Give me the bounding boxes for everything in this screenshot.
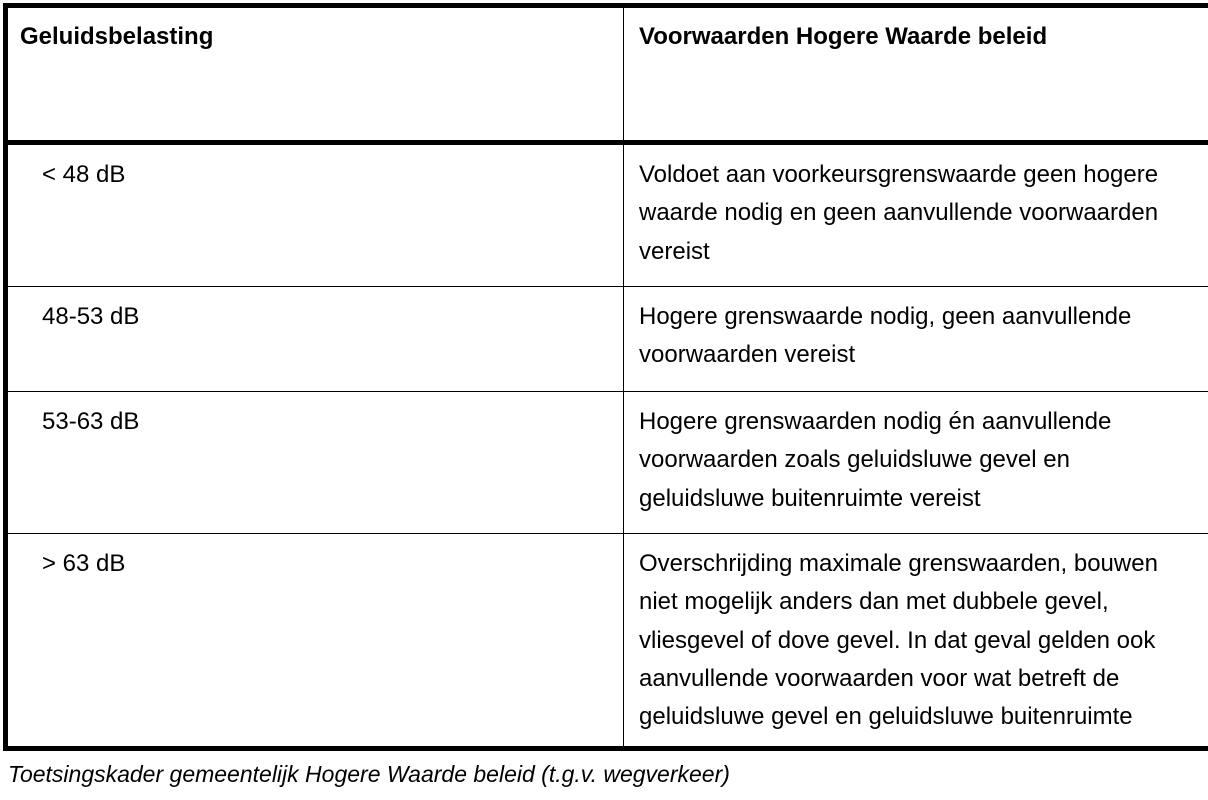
voorwaarden-line: niet mogelijk anders dan met dubbele gevel, [639, 588, 1109, 616]
table-row [8, 145, 1208, 286]
header-cell-geluidsbelasting [8, 8, 624, 140]
table-row [8, 287, 1208, 391]
header-label-geluidsbelasting: Geluidsbelasting [20, 23, 214, 50]
voorwaarden-text [639, 545, 1200, 736]
cell-voorwaarden [625, 145, 1208, 286]
voorwaarden-line: geluidsluwe buitenruimte vereist [639, 484, 981, 512]
table-caption: Toetsingskader gemeentelijk Hogere Waarde beleid (t.g.v. wegverkeer) [8, 761, 730, 787]
voorwaarden-text [639, 403, 1200, 518]
voorwaarden-line: vliesgevel of dove gevel. In dat geval gelden ook [639, 626, 1156, 654]
cell-geluidsbelasting [8, 145, 624, 286]
cell-voorwaarden [625, 392, 1208, 533]
voorwaarden-text [639, 156, 1200, 271]
voorwaarden-line: Voldoet aan voorkeursgrenswaarde geen hogere [639, 161, 1159, 188]
cell-geluidsbelasting [8, 392, 624, 533]
voorwaarden-line: Hogere grenswaarden nodig én aanvullende [639, 408, 1112, 435]
header-cell-voorwaarden [625, 8, 1208, 140]
cell-voorwaarden [625, 534, 1208, 751]
table-row [8, 392, 1208, 533]
geluidsbelasting-value: > 63 dB [42, 550, 126, 577]
voorwaarden-line: vereist [639, 237, 710, 265]
geluidsbelasting-value: 53-63 dB [42, 408, 140, 435]
table-row [8, 534, 1208, 751]
voorwaarden-line: waarde nodig en geen aanvullende voorwaarden [639, 199, 1159, 227]
cell-geluidsbelasting [8, 534, 624, 751]
voorwaarden-line: aanvullende voorwaarden voor wat betreft de [639, 664, 1120, 692]
table-header-row [8, 8, 1208, 140]
cell-geluidsbelasting [8, 287, 624, 391]
voorwaarden-line: Hogere grenswaarde nodig, geen aanvullende [639, 303, 1132, 330]
voorwaarden-line: geluidsluwe gevel en geluidsluwe buitenruimte [639, 703, 1133, 731]
voorwaarden-line: Overschrijding maximale grenswaarden, bouwen [639, 550, 1158, 577]
header-label-voorwaarden: Voorwaarden Hogere Waarde beleid [639, 23, 1048, 50]
voorwaarden-text [639, 298, 1200, 375]
voorwaarden-line: voorwaarden zoals geluidsluwe gevel en [639, 446, 1070, 474]
geluid-table [3, 3, 1208, 751]
geluidsbelasting-value: < 48 dB [42, 161, 126, 188]
cell-voorwaarden [625, 287, 1208, 391]
voorwaarden-line: voorwaarden vereist [639, 341, 856, 369]
geluidsbelasting-value: 48-53 dB [42, 303, 140, 330]
